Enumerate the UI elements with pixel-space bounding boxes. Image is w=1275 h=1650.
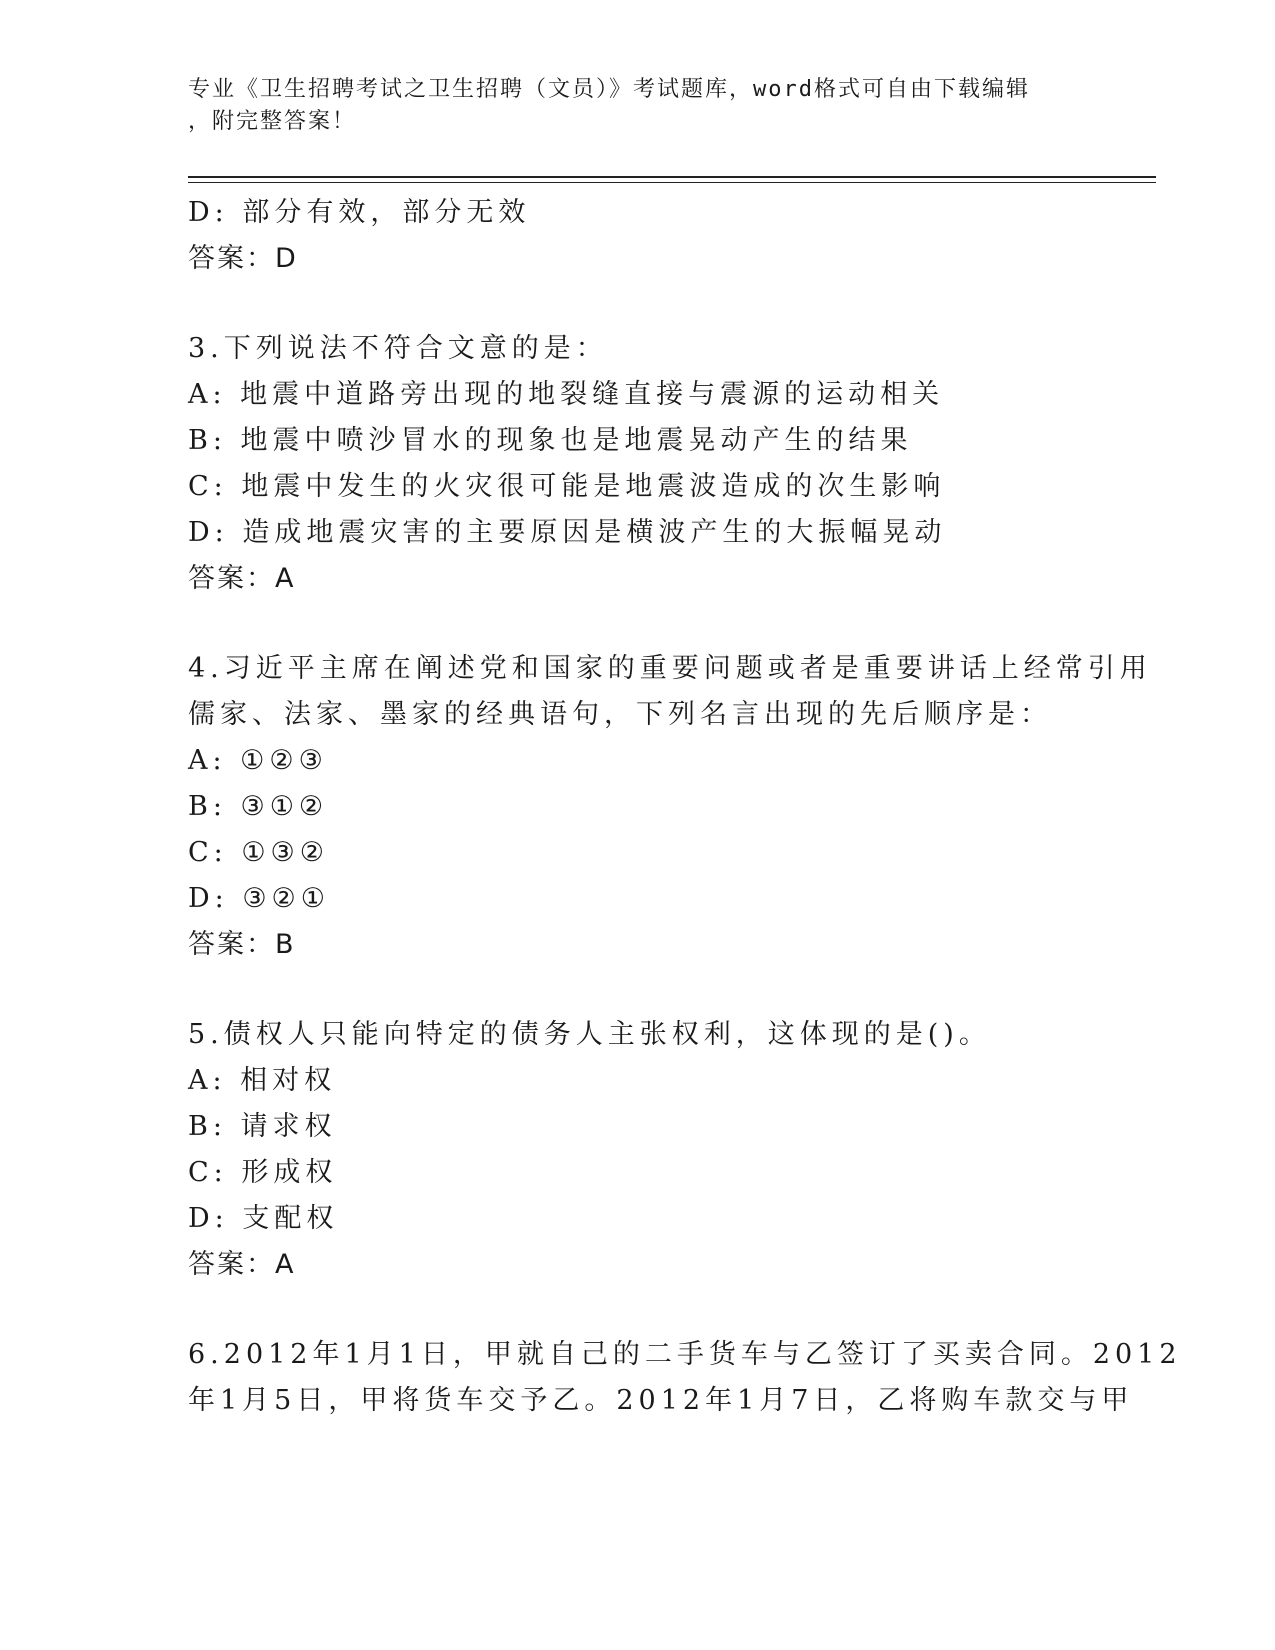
option-c: C: 地震中发生的火灾很可能是地震波造成的次生影响 — [188, 471, 946, 502]
question-stem: 5.债权人只能向特定的债务人主张权利，这体现的是()。 — [188, 1019, 991, 1050]
question-stem-line-1: 4.习近平主席在阐述党和国家的重要问题或者是重要讲话上经常引用 — [188, 653, 1152, 684]
question-stem-line-1: 6.2012年1月1日，甲就自己的二手货车与乙签订了买卖合同。2012 — [188, 1339, 1182, 1370]
option-b: B: 请求权 — [188, 1111, 337, 1142]
question-6 — [188, 1332, 1182, 1424]
option-b: B: 地震中喷沙冒水的现象也是地震晃动产生的结果 — [188, 425, 913, 456]
question-stem: 3.下列说法不符合文意的是： — [188, 333, 608, 364]
header-line-2: ，附完整答案！ — [188, 109, 357, 134]
spacer — [188, 968, 1088, 1012]
option-c: C: ①③② — [188, 837, 329, 868]
option-c: C: 形成权 — [188, 1157, 338, 1188]
header-divider-thick — [188, 176, 1156, 178]
option-a: A: 地震中道路旁出现的地裂缝直接与震源的运动相关 — [188, 379, 945, 410]
answer: 答案：B — [188, 929, 296, 960]
question-stem-line-2: 年1月5日，甲将货车交予乙。2012年1月7日，乙将购车款交与甲 — [188, 1385, 1134, 1416]
question-2-tail — [188, 190, 1088, 282]
question-3 — [188, 326, 1088, 602]
answer: 答案：A — [188, 1249, 296, 1280]
question-5 — [188, 1012, 1088, 1288]
document-header — [188, 74, 1088, 138]
option-a: A: 相对权 — [188, 1065, 337, 1096]
header-divider-thin — [188, 182, 1156, 183]
spacer — [188, 1288, 1088, 1332]
option-d: D: 部分有效，部分无效 — [188, 197, 531, 228]
answer: 答案：D — [188, 243, 298, 274]
option-d: D: 支配权 — [188, 1203, 339, 1234]
option-d: D: 造成地震灾害的主要原因是横波产生的大振幅晃动 — [188, 517, 947, 548]
spacer — [188, 282, 1088, 326]
option-d: D: ③②① — [188, 883, 330, 914]
answer: 答案：A — [188, 563, 296, 594]
option-b: B: ③①② — [188, 791, 329, 822]
header-line-1: 专业《卫生招聘考试之卫生招聘（文员）》考试题库，word格式可自由下载编辑 — [188, 77, 1030, 102]
option-a: A: ①②③ — [188, 745, 328, 776]
spacer — [188, 602, 1088, 646]
question-stem-line-2: 儒家、法家、墨家的经典语句，下列名言出现的先后顺序是： — [188, 699, 1052, 730]
question-4 — [188, 646, 1152, 968]
question-content — [188, 190, 1182, 1424]
